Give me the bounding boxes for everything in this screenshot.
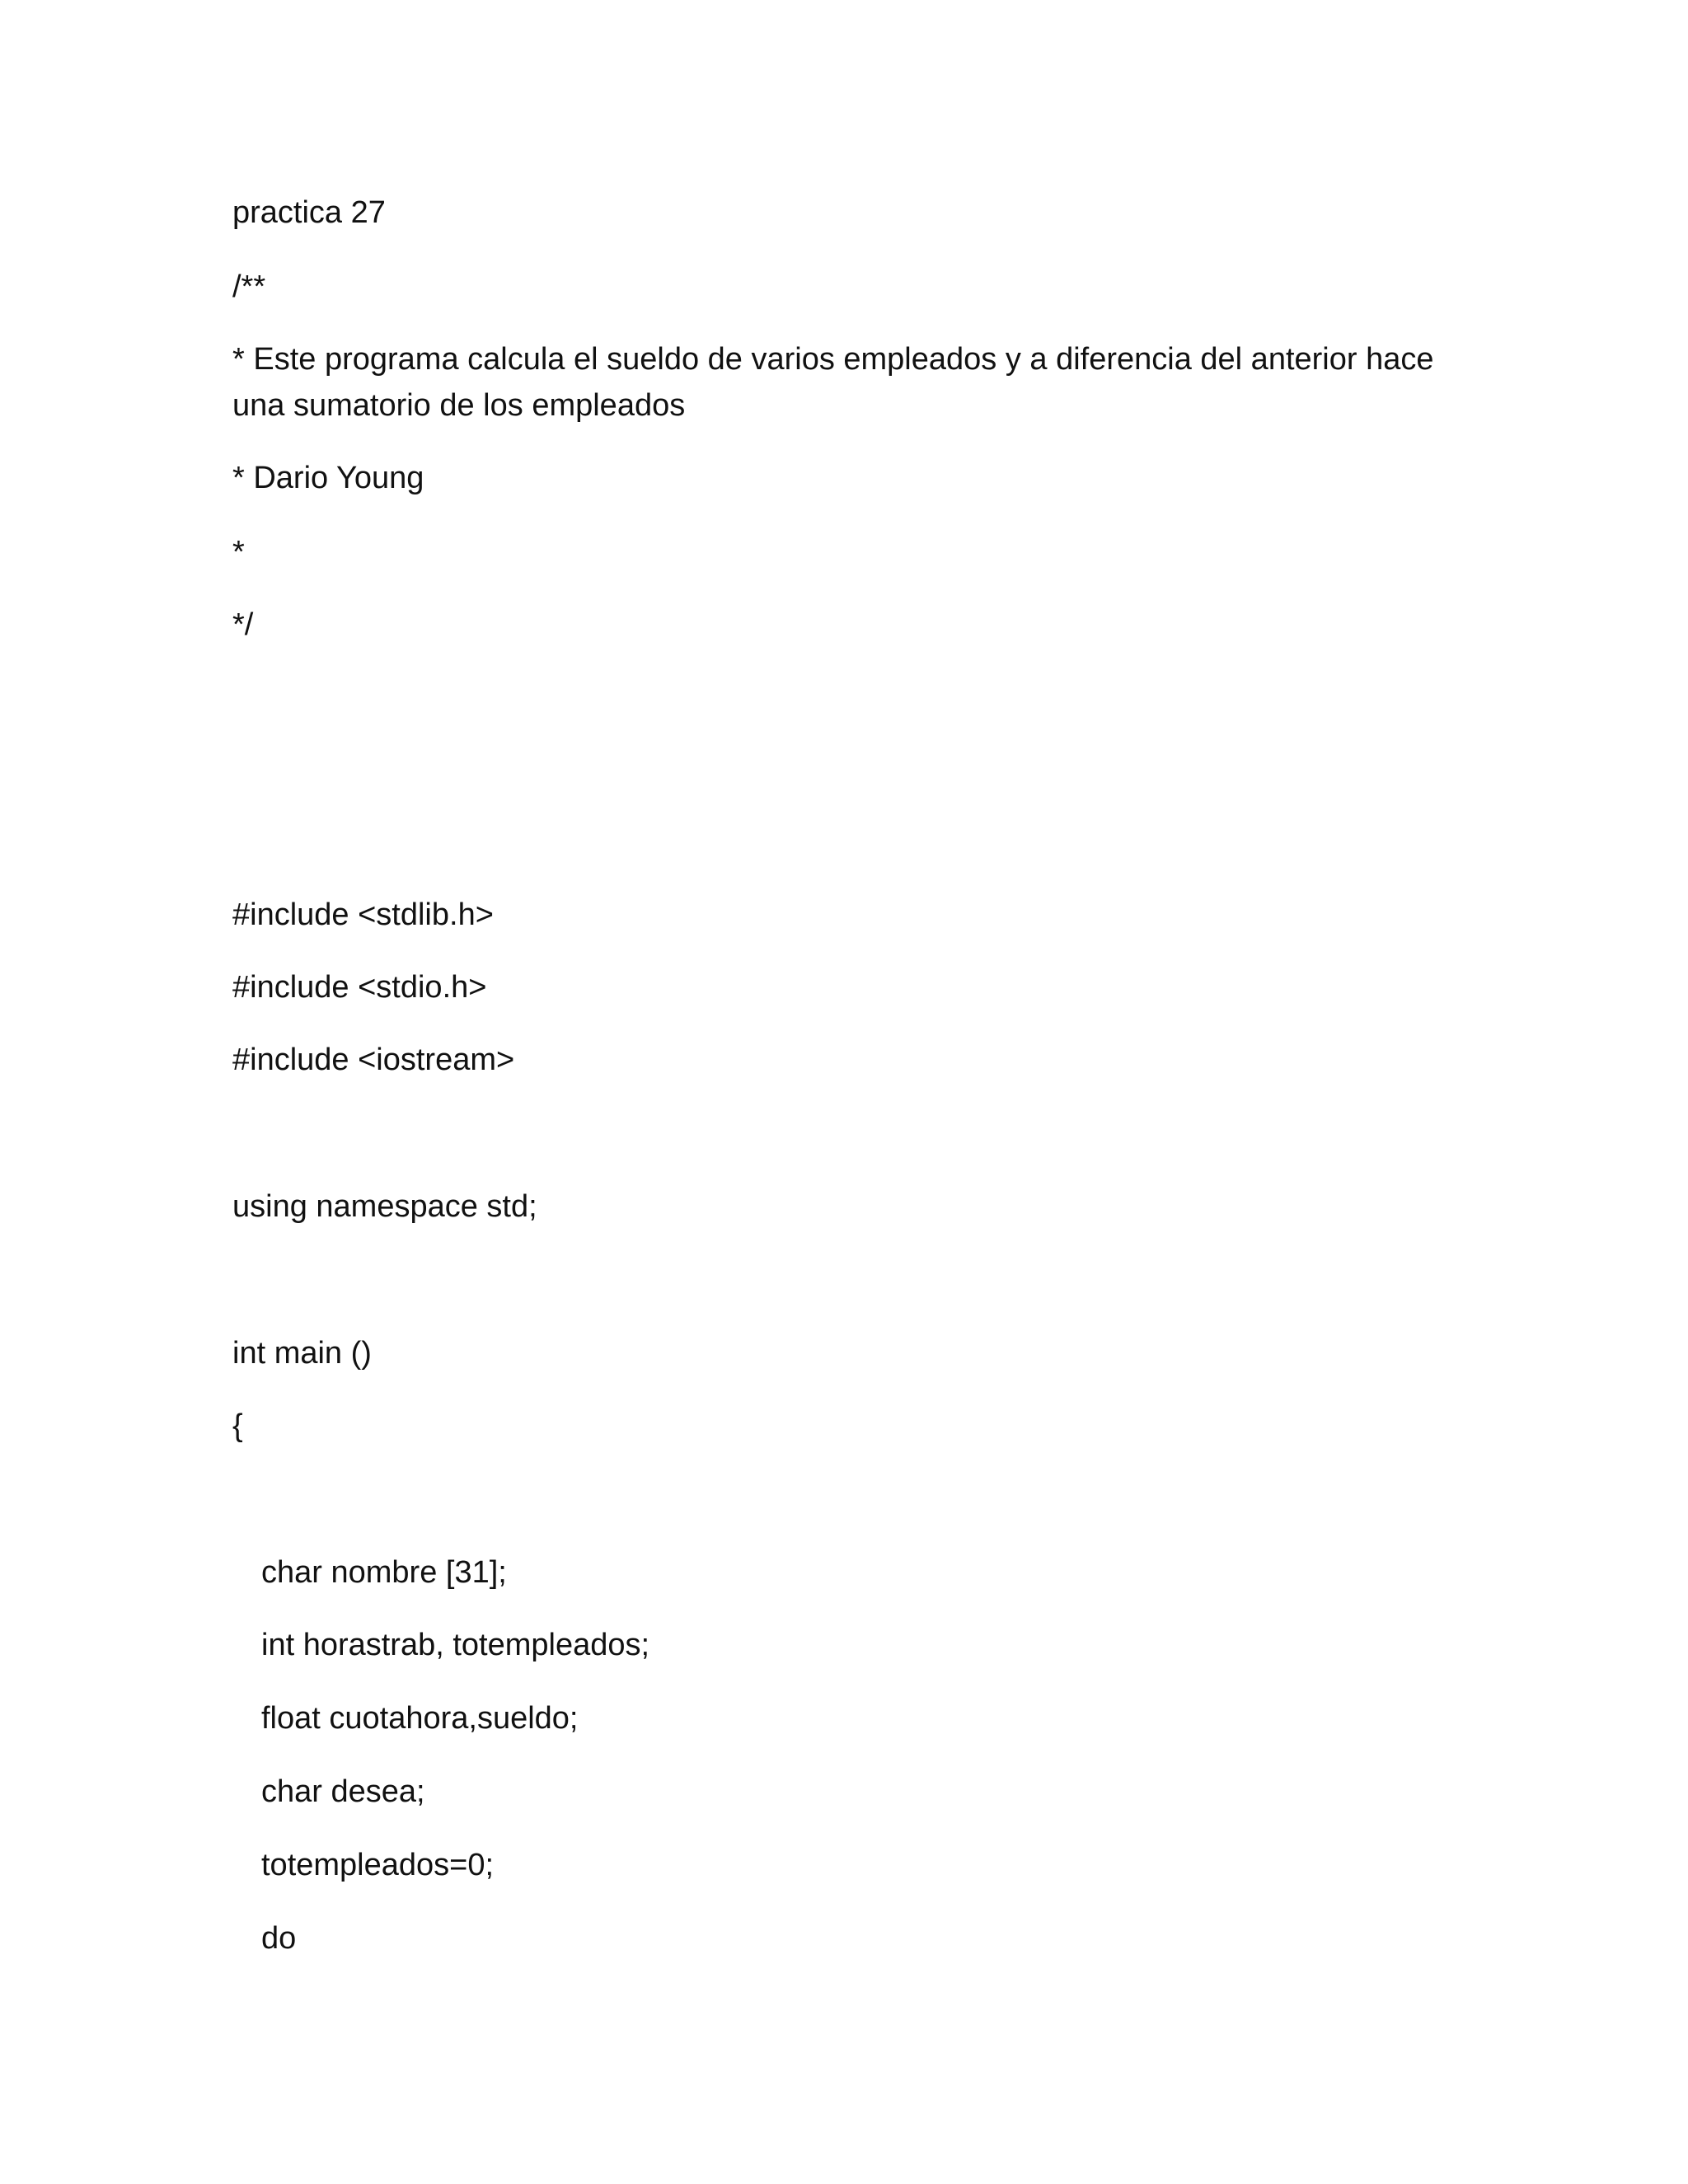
include-line: #include <stdio.h> [232,970,487,1005]
code-line: char desea; [261,1774,425,1809]
code-line: totempleados=0; [261,1848,495,1882]
code-line: char nombre [31]; [261,1555,507,1590]
code-line: do [261,1921,297,1956]
document-title: practica 27 [232,195,386,230]
include-line: #include <iostream> [232,1043,515,1077]
comment-blank-line: * [232,535,245,569]
code-line: float cuotahora,sueldo; [261,1701,579,1736]
include-line: #include <stdlib.h> [232,898,494,932]
main-signature: int main () [232,1336,372,1371]
comment-open: /** [232,269,266,304]
open-brace: { [232,1408,243,1443]
comment-author: * Dario Young [232,461,424,495]
using-namespace-line: using namespace std; [232,1189,537,1224]
code-line: int horastrab, totempleados; [261,1628,650,1662]
comment-description: * Este programa calcula el sueldo de varios empleados y a diferencia del anterior hace una sumatorio de los empleados [232,342,1434,423]
comment-close: */ [232,607,254,642]
